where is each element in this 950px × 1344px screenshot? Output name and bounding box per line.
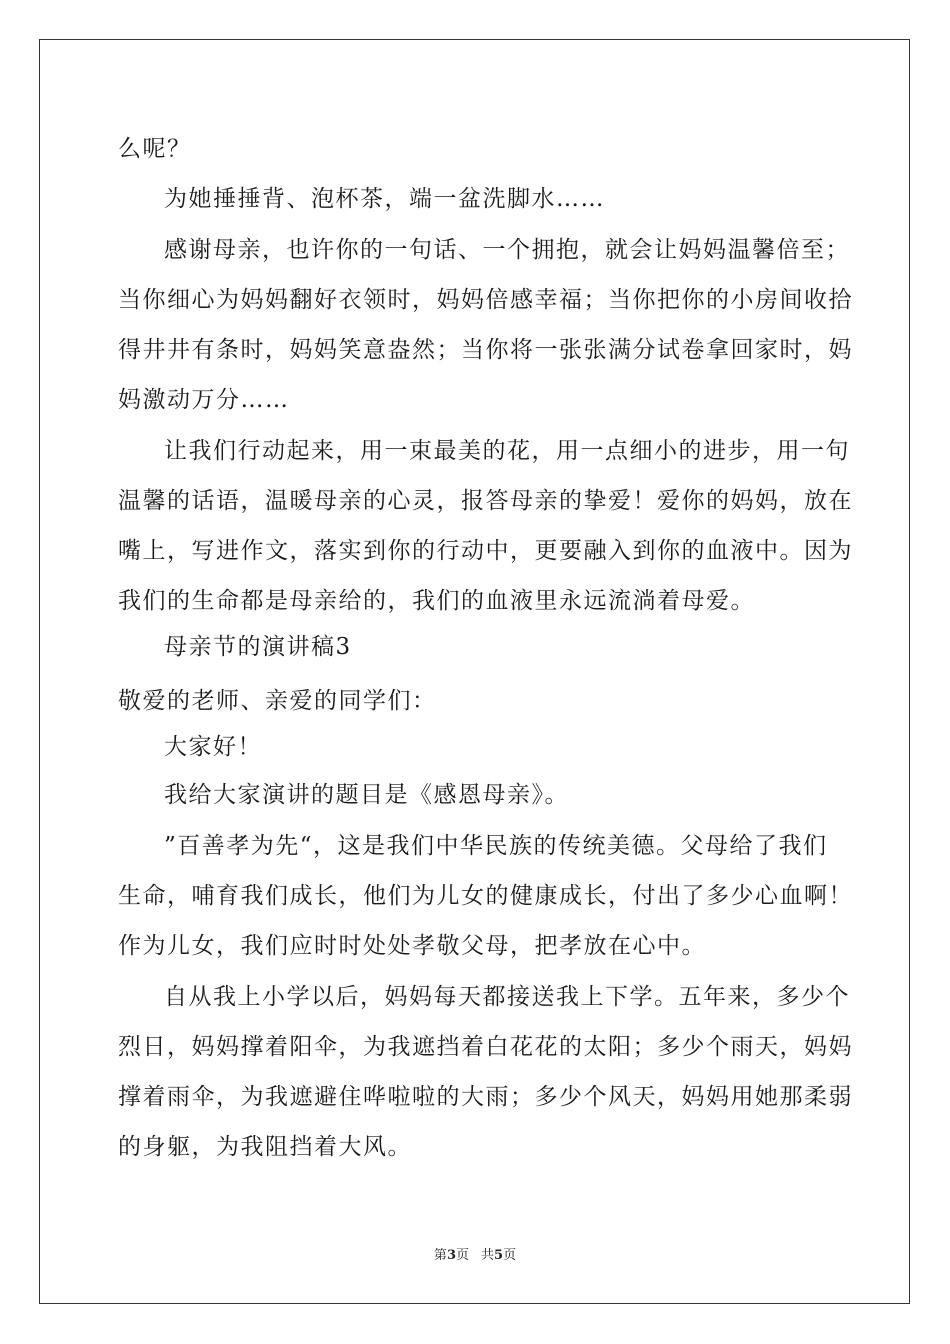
text-line: 的身躯，为我阻挡着大风。 [118, 1134, 412, 1160]
text-line: 当你细心为妈妈翻好衣领时，妈妈倍感幸福；当你把你的小房间收拾 [118, 287, 853, 313]
text-line: 感谢母亲，也许你的一句话、一个拥抱，就会让妈妈温馨倍至； [164, 237, 850, 263]
text-line: 生命，哺育我们成长，他们为儿女的健康成长，付出了多少心血啊！ [118, 883, 853, 909]
text-line: 让我们行动起来，用一束最美的花，用一点细小的进步，用一句 [164, 438, 850, 464]
page-footer [0, 1244, 950, 1263]
page-number: 3 [446, 1248, 456, 1263]
text-line: 嘴上，写进作文，落实到你的行动中，更要融入到你的血液中。因为 [118, 538, 853, 564]
text-line: 烈日，妈妈撑着阳伞，为我遮挡着白花花的太阳；多少个雨天，妈妈 [118, 1034, 853, 1060]
total-prefix: 共 [481, 1248, 495, 1263]
text-line: 撑着雨伞，为我遮避住哗啦啦的大雨；多少个风天，妈妈用她那柔弱 [118, 1084, 853, 1110]
text-line: 我给大家演讲的题目是《感恩母亲》。 [164, 782, 569, 808]
text-line: 得井井有条时，妈妈笑意盎然；当你将一张张满分试卷拿回家时，妈 [118, 337, 853, 363]
text-line: 为她捶捶背、泡杯茶，端一盆洗脚水…… [164, 186, 605, 212]
total-suffix: 页 [503, 1248, 517, 1263]
text-line: 我们的生命都是母亲给的，我们的血液里永远流淌着母爱。 [118, 588, 755, 614]
salutation: 敬爱的老师、亲爱的同学们： [118, 688, 437, 714]
text-line: 自从我上小学以后，妈妈每天都接送我上下学。五年来，多少个 [164, 984, 850, 1010]
section-heading: 母亲节的演讲稿3 [164, 634, 352, 660]
greeting: 大家好！ [164, 734, 262, 760]
text-line: 么呢？ [118, 136, 192, 162]
text-line: ”百善孝为先“，这是我们中华民族的传统美德。父母给了我们 [164, 833, 828, 859]
total-pages: 5 [494, 1248, 504, 1263]
page-prefix: 第 [433, 1248, 447, 1263]
text-line: 作为儿女，我们应时时处处孝敬父母，把孝放在心中。 [118, 933, 706, 959]
text-line: 温馨的话语，温暖母亲的心灵，报答母亲的挚爱！爱你的妈妈，放在 [118, 488, 853, 514]
text-line: 妈激动万分…… [118, 387, 290, 413]
page-suffix: 页 [455, 1248, 469, 1263]
